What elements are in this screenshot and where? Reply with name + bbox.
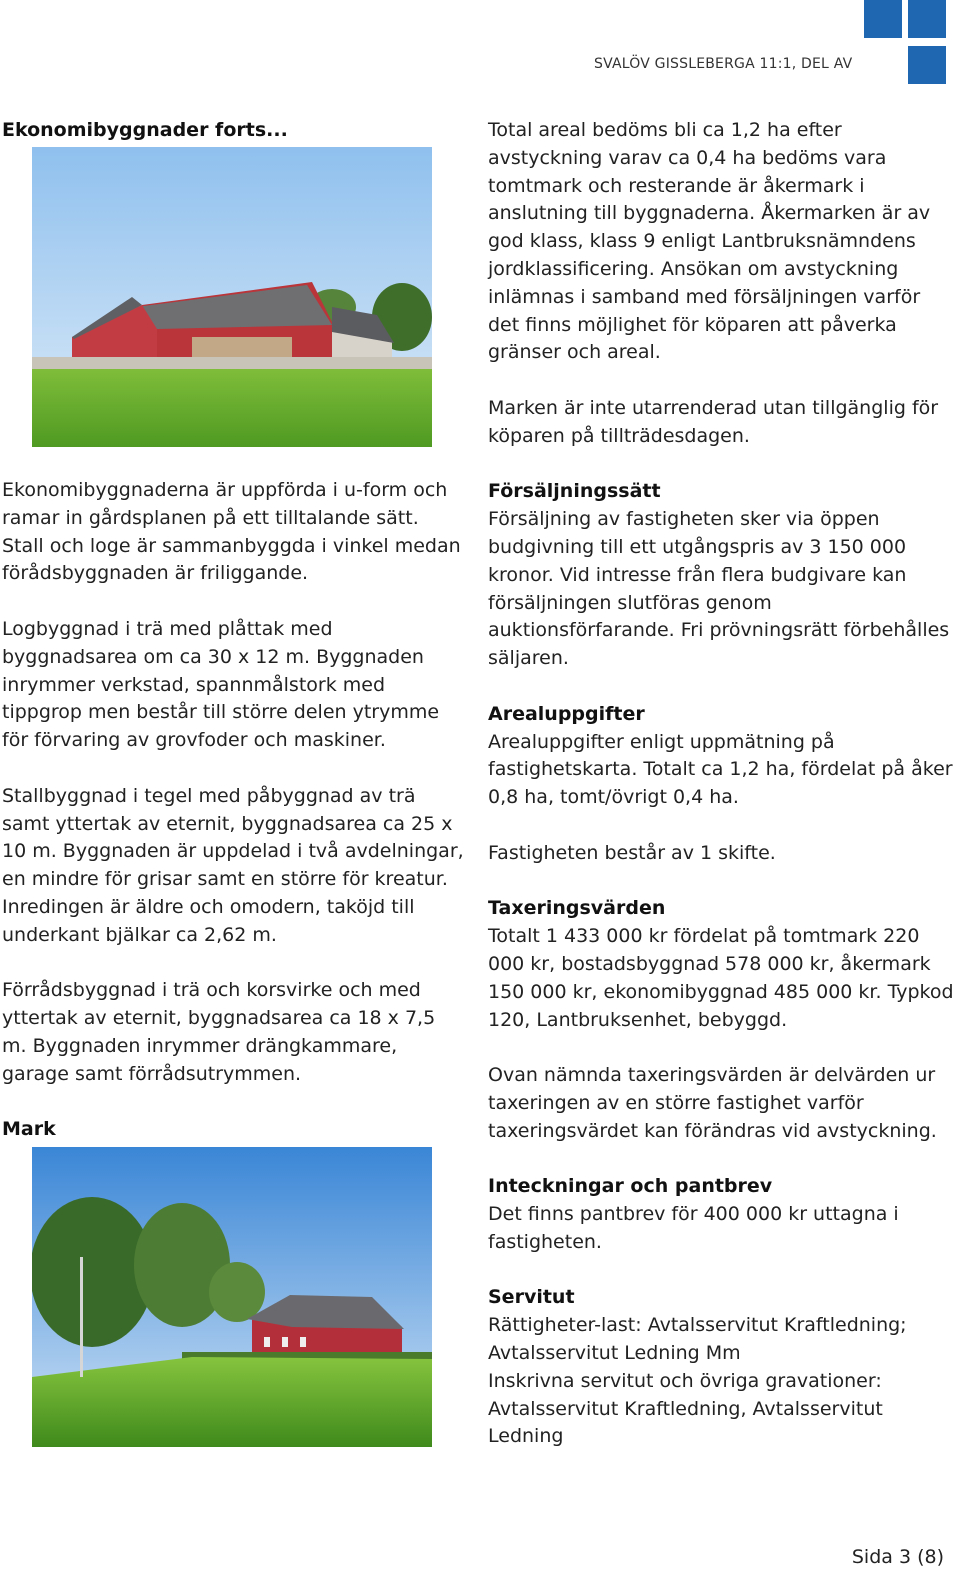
paragraph: Marken är inte utarrenderad utan tillgänglig för köparen på tillträdesdagen. bbox=[488, 396, 939, 447]
paragraph: Inskrivna servitut och övriga gravationer: Avtalsservitut Kraftledning, Avtalsservitut Ledning bbox=[488, 1369, 883, 1448]
paragraph: Totalt 1 433 000 kr fördelat på tomtmark 220 000 kr, bostadsbyggnad 578 000 kr, åkermark 150 000 kr, ekonomibyggnad 485 000 kr. Typkod 120, Lantbruksenhet, bebyggd. bbox=[488, 925, 954, 1031]
paragraph: Ovan nämnda taxeringsvärden är delvärden ur taxeringen av en större fastighet varför taxeringsvärdet kan förändras vid avstyckning. bbox=[488, 1064, 937, 1142]
heading-sale: Försäljningssätt bbox=[488, 480, 661, 503]
paragraph: Försäljning av fastigheten sker via öppen budgivning till ett utgångspris av 3 150 000 kronor. Vid intresse från flera budgivare kan försäljningen slutföras genom auktionsförfarande. Fri prövningsrätt förbehålles säljaren. bbox=[488, 508, 950, 670]
heading-buildings: Ekonomibyggnader forts... bbox=[2, 119, 288, 141]
paragraph: Fastigheten består av 1 skifte. bbox=[488, 841, 776, 864]
farm-buildings-photo bbox=[32, 147, 432, 447]
paragraph: Rättigheter-last: Avtalsservitut Kraftledning; Avtalsservitut Ledning Mm bbox=[488, 1314, 907, 1365]
paragraph: Ekonomibyggnaderna är uppförda i u-form och ramar in gårdsplanen på ett tilltalande sätt. Stall och loge är sammanbyggda i vinkel medan förådsbyggnaden är friliggande. bbox=[2, 479, 461, 585]
heading-area-info: Arealuppgifter bbox=[488, 702, 645, 725]
paragraph: Total areal bedöms bli ca 1,2 ha efter avstyckning varav ca 0,4 ha bedöms vara tomtmark och resterande är åkermark i anslutning till byggnaderna. Åkermarken är av god klass, klass 9 enligt Lantbruksnämndens jordklassificering. Ansökan om avstyckning inlämnas i samband med försäljningen varför det finns möjlighet för köparen att påverka gränser och areal. bbox=[488, 119, 931, 364]
paragraph: Förrådsbyggnad i trä och korsvirke och med yttertak av eternit, byggnadsarea ca 18 x 7,5 m. Byggnaden inrymmer drängkammare, garage samt förrådsutrymmen. bbox=[2, 979, 436, 1085]
field-and-barn-photo bbox=[32, 1147, 432, 1447]
paragraph: Det finns pantbrev för 400 000 kr uttagna i fastigheten. bbox=[488, 1203, 899, 1253]
page-number: Sida 3 (8) bbox=[851, 1546, 944, 1568]
heading-mark: Mark bbox=[2, 1118, 56, 1141]
right-text-block bbox=[488, 117, 954, 1451]
logo bbox=[864, 0, 952, 86]
document-header: SVALÖV GISSLEBERGA 11:1, DEL AV bbox=[594, 56, 853, 72]
left-text-block bbox=[2, 477, 464, 1144]
heading-servitude: Servitut bbox=[488, 1286, 575, 1309]
paragraph: Stallbyggnad i tegel med påbyggnad av trä samt yttertak av eternit, byggnadsarea ca 25 x 10 m. Byggnaden är uppdelad i två avdelningar, en mindre för grisar samt en större för kreatur. Inredingen är äldre och omodern, taköjd till underkant bjälkar ca 2,62 m. bbox=[2, 784, 464, 946]
paragraph: Logbyggnad i trä med plåttak med byggnadsarea om ca 30 x 12 m. Byggnaden inrymmer verkstad, spannmålstork med tippgrop men består till större delen ytrymme för förvaring av grovfoder och maskiner. bbox=[2, 617, 440, 752]
heading-tax: Taxeringsvärden bbox=[488, 897, 666, 920]
heading-mortgage: Inteckningar och pantbrev bbox=[488, 1175, 773, 1198]
paragraph: Arealuppgifter enligt uppmätning på fastighetskarta. Totalt ca 1,2 ha, fördelat på åker 0,8 ha, tomt/övrigt 0,4 ha. bbox=[488, 730, 953, 809]
